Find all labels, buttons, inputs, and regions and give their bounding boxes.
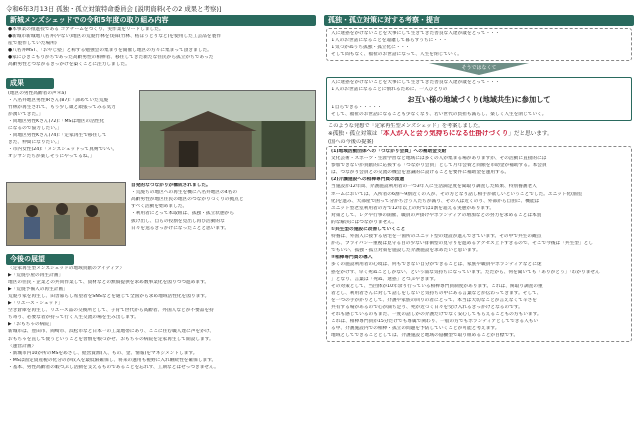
outlook-line: ・基本、男性高齢者の暇つぶし活動を支えるものであることを忘れず、工期などはせっつきません。 (8, 364, 219, 370)
outlook-line: ▶「リユース・シェッド」 (8, 301, 63, 307)
proposal-line: 多くの施設利用者の心境は、何もできない自分ができることは、家族や職員やボランティアなどに迷 (331, 262, 542, 268)
outlook-line: 荒廃り家を再生し、田舎暮らし希望者をSNSなどを通じて全国から求め地域活性化を図ります。 (8, 293, 210, 299)
ideal-line: ↓自らできる・・・・・ (331, 104, 382, 110)
quote-line: 竹林が再生されて、もう少し頑と頑張ってみる気力 (8, 104, 116, 110)
proposal-line: る中、介護施設内での相棒・孤立の問題を予防していくことが可能と考えます。 (331, 326, 500, 332)
activity-line: ●本事業の推進役である コアチームをつくり、実作業をリードしました。 (8, 27, 164, 32)
proposal-line: (1)地域活動団体への「つながり会員」への補助金支給 (331, 148, 447, 154)
proposal-line: でもいい、孤独・孤立対策を施設した介護施設を求めたいと思います。 (331, 248, 481, 254)
outlook-line: 新城市は、豊田市、岡崎市、浜松市など日本一の工業地帯にあり、ここに住む職人達に声をかけ、 (8, 329, 215, 335)
ideal-line: 人に迷惑をかけないことを大事にして生きてきた善良な人達が歳をとって・・・ (331, 80, 500, 86)
section-title-proposal: 孤独・孤立対策に対する考察・提言 (324, 15, 634, 26)
proposals-box (326, 146, 632, 343)
outlook-line: ▶「荒廃予備人の再生計画」 (8, 286, 68, 292)
activity-line: 高齢男性とつながるきっかけを築くことに注力しました。 (8, 62, 130, 68)
proposal-line: 化)を進み、大部屋で困って分かち合う人たちが減り、その人は近くのり、外部から自由に、機能は (331, 198, 540, 204)
outlook-text (6, 266, 316, 371)
quote-line: になるので協力したい。」 (8, 126, 62, 132)
concept-sub: (国への今後の提案) (328, 138, 374, 145)
outlook-line: おもちゃを直して使うということを習慣を根づかせ、おもちゃの病院を定家再生して開設します。 (8, 336, 214, 342)
quote-line: ・市内女性(24):「メンズシェッドって真剣でいい。 (8, 147, 118, 153)
caption-line: すべく活動を始めました。 (131, 204, 188, 210)
proposal-line: ホームにおいては、入所者の6割～9割近くの人が、その方となり話し相手が欲しいということでした。ユニット化(個室 (331, 191, 583, 197)
proposal-line: 地域としてできることとしては、介護施設と地域の協働型で取り組めることが目標です。 (331, 333, 519, 339)
activity-line: ●八名井MST、「おやじ塾」と称する勉強会の集まりを開催し地区の方々に集まって頂きました。 (8, 48, 212, 54)
caption-line: ・荒廃ちの地区への再生を機に八名井地区の4名の (131, 189, 238, 195)
quote-line: が湧いてきた。」 (8, 111, 44, 117)
proposal-line: 惑をかけず、早く死ぬことしかない、という弱な気持ちになっています。ただから、何を聞いても「ありがとう」「わかりません (331, 269, 600, 275)
proposal-line: ユニット型老室利用者の方で12年以上の約では1割を超える実態があります。 (331, 205, 495, 211)
photo-workshop (139, 90, 316, 180)
box-ideal-state (326, 77, 632, 120)
results-quotes (6, 90, 136, 180)
caption-line: 高齢男性が地区住民の地区のつながりづくりの拠点と (131, 196, 244, 202)
activity-line: ●新城市新城地八名井(やない)地区の荒廃竹林を伐採(竹林、枯ぼうとりなど)を使用した工芸品を製作 (8, 34, 221, 40)
section-title-activities: 新城メンズシェッドでの令和5年度の取り組み内容 (6, 15, 316, 26)
photo-row (6, 182, 316, 246)
concept-emphasis: 本人が人と会う気持ちになる仕掛けづくり (383, 129, 509, 137)
ideal-emphasis: お互い様の地域づくり(地域共生)に参加して (407, 94, 551, 104)
proposal-line: 文化芸術・スポーツ・生涯学習など地域には多くの人が集まる場がありますが、その活動に直接的には (331, 156, 547, 162)
concept-prefix: ※孤独・孤立対策は「 (328, 130, 384, 137)
proposal-line: ①共生型の施設に改善していくこと (331, 226, 406, 232)
quote-line: ・同地区男性Kさん(74):「定家再生で移住して (8, 133, 107, 139)
proposal-line: から、プライバシー重視は見守る目の少ない徘徊型の見守りを進めるアクセス上下すぎるので、そこで今後は「共生型」とし (331, 241, 594, 247)
results-row (6, 90, 316, 180)
outlook-line: ▶「荒廃小屋の再生計画」 (8, 272, 64, 278)
photo-caption (129, 182, 316, 246)
proposal-line: を一つの手がかりとして、介護や家族の回りの者にとって、本当は大切なことが言えなくて辛さを (331, 297, 537, 303)
concept-block (326, 123, 632, 145)
outlook-line: ▶「おもちゃの病院」 (8, 322, 54, 328)
ideal-line: そして、福祉のお世話になることも少なくなり、若い世代の負担も減らし、楽しく人生を閉じていく。 (331, 111, 547, 117)
proposal-line: 的な解決にはつながりません。 (331, 219, 397, 225)
caption-line: ・利用者にとって本取組は、孤独・孤立状態から (131, 211, 235, 217)
activity-line: ●家にひきこもりがちであった高齢男性の相棒者、移住してきた新たな住民から孤立がちであった (8, 55, 214, 61)
proposal-line: これは、相棒専門員が15分だけでも専属で関わり、一般の方でもボランティアとしてできる人もい (331, 319, 539, 325)
concept-suffix: 」だと思います。 (508, 130, 553, 137)
proposal-line: 参加できないが貢献的に応援する「つながり会員」として月年会費と同額を市助金が補助する。本会員 (331, 163, 547, 169)
outlook-line: 地区の住民・企業との共同作業して、資材などの無償提供を求め数事業化を図りつつ進めます。 (8, 279, 210, 285)
outlook-line: ・MSは固定資産税の化分のが収入を最低限確保し、将来の運用も視野に入れ継続性を確保します。 (8, 357, 217, 363)
proposal-line: 」となり、言葉は「死ぬ、迷惑」とつぶやきます。 (331, 276, 439, 282)
outlook-line: 空き倉庫を再生し、リユース品の交換所として、子育て世代から高齢者、外国人などが不要品を持 (8, 308, 214, 314)
outlook-line: 〈運営計画〉 (8, 343, 37, 349)
left-column (6, 15, 316, 437)
right-column (324, 15, 634, 437)
ideal-line: ↓人のお世話になることに慣れるために、一人ひとりの (331, 87, 448, 93)
state-line: 人に迷惑をかけないことを大事にして生きてきた善良な人達が歳をとって・・・ (331, 31, 500, 36)
proposal-line: 対策として、レクや行事の開催、職員の声掛けやボランティアの増加などの努力を求めることは本質 (331, 212, 542, 218)
quote-line: (地区の男性高齢者の声＊a) (8, 90, 67, 96)
state-line: そして間もなく、福祉のお世話になって、人生を閉じていく。 (331, 52, 462, 58)
proposal-line: 当施設が12年間、介護施設利用者の一つ3年人に生活満足度を聞取り調査した結果、特別養護老人 (331, 184, 537, 190)
caption-line: 自発的なつながりが構成されました。 (131, 182, 211, 188)
activities-text (6, 27, 316, 69)
caption-line: 抜け出し、自らの役割を見出し再び活動的な (131, 218, 225, 224)
box-current-state (326, 28, 632, 61)
document-header: 令和6年3月13日 孤独・孤立対策特命委員会 [説明資料(その2 成果と考察)] (6, 5, 222, 13)
transition-arrow (324, 63, 634, 75)
proposal-line: は、つながり会員との交流の機会を意識的に設けることを要件に補助金を運用する。 (331, 170, 510, 176)
activity-line: 産で製作していた場所) (8, 41, 57, 47)
proposal-line: (2)介護施設への相棒専門員の派遣 (331, 177, 405, 183)
outlook-line: ・新城市内10か所のMSをめざし、経営資源(人、もの、金、情報)をマネジメントします。 (8, 350, 198, 356)
quote-line: きた、仲間になりたい。」 (8, 140, 62, 146)
quote-line: ・八名井地区男性IRさん(87):「諦めていた荒廃 (8, 97, 109, 103)
proposal-line: 特養は、外国人に接する居宅を一箇所のユニット型の建設が進んできています。その中で共生の観点 (331, 234, 542, 240)
proposal-line: それも感じているのもまだ、一度の話しかの介護だけでなく安心してもらえることもの方もいます。 (331, 312, 542, 318)
photo-workshop-image (140, 91, 315, 179)
concept-key-line (328, 130, 630, 138)
photo-elderly-group (6, 182, 126, 246)
proposal-line: その対策として、当団体が10年余り行っている相棒専門員制度があります。これは、関取り調査の重 (331, 283, 543, 289)
state-line: ↓気づかぬうち孤独・孤立化に・・・ (331, 45, 410, 51)
section-title-results: 成果 (6, 78, 54, 89)
concept-line: このような発想で「定家再生型メンズシェッド」を考案しました。 (328, 122, 484, 129)
photo-elderly-group-image (7, 183, 125, 245)
section-title-outlook: 今後の展望 (6, 254, 74, 265)
quote-line: オジサンたちが楽しそうにやってるね。」 (8, 154, 95, 160)
caption-line: 日々を送るきっかけになったことと思います。 (131, 225, 230, 231)
state-line: ↓人のお世話になることを遠慮して暮らすうちに・・・ (331, 38, 448, 44)
proposal-line: ②相棒専門員の導入 (331, 255, 373, 261)
outlook-line: 〈定家再生型メンズシェッドの地域貢献のアイディア〉 (8, 265, 125, 271)
proposal-line: 者とし、利用者さんに対して話しをしないと気持ちの中にある言葉などが伝わってきます。そして、 (331, 290, 542, 296)
quote-line: ・同地区男性Kさん(72):「MSは地区の活性化 (8, 118, 105, 124)
arrow-label: そうではなくて (461, 65, 497, 72)
proposal-line: 共有する場があるので心が満ち足り、死が近づく日々を受け入れるきっかけとなるのです。 (331, 305, 523, 310)
outlook-line: ち寄り、必要な者が持って行く人生交流の場を生み出します。 (8, 315, 139, 321)
